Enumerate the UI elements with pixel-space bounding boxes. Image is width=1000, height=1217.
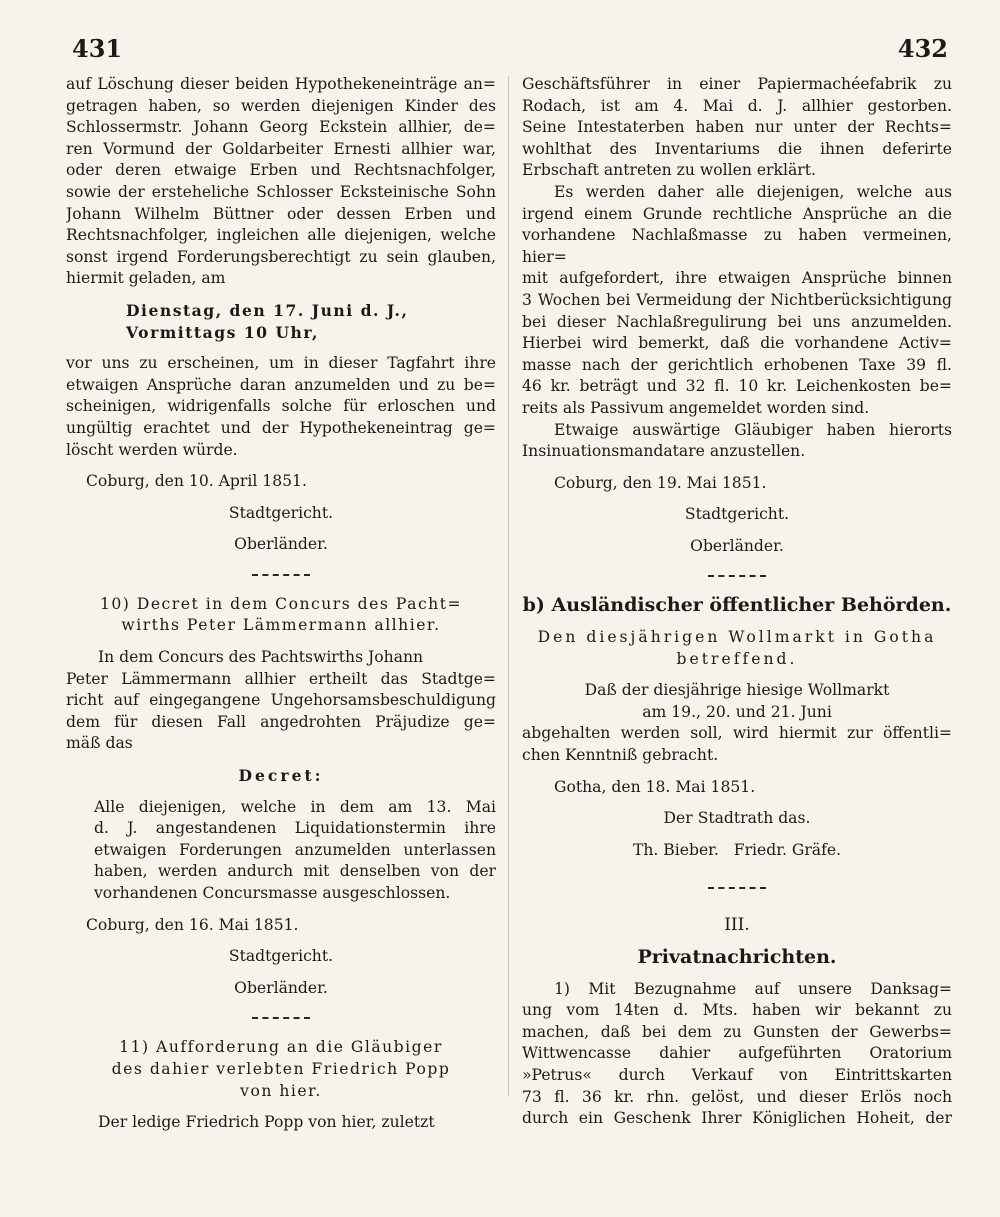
section-divider (252, 1017, 310, 1019)
text-line: haben, werden andurch mit denselben von der (94, 862, 496, 881)
text-line: masse nach der gerichtlich erhobenen Taxe 39 fl. (522, 355, 952, 374)
paragraph-decret (66, 797, 496, 905)
column-gutter (508, 76, 509, 1096)
text-line: 46 kr. beträgt und 32 fl. 10 kr. Leichenkosten be= (522, 377, 952, 396)
section-number: III. (724, 915, 750, 936)
text-line: getragen haben, so werden diejenigen Kinder des (66, 96, 496, 115)
paragraph-concurs (66, 647, 496, 755)
text-line: Rechtsnachfolger, ingleichen alle diejenigen, welche (66, 226, 496, 245)
text-line: auf Löschung dieser beiden Hypothekeneinträge an= (66, 75, 496, 93)
text-line: durch ein Geschenk Ihrer Königlichen Hoheit, der (522, 1109, 952, 1128)
signature: Oberländer. (234, 535, 328, 554)
subheading-wool-market: Den diesjährigen Wollmarkt in Gotha (537, 628, 937, 647)
text-line: wohlthat des Inventariums die ihnen deferirte (522, 139, 952, 158)
text-line: mit aufgefordert, ihre etwaigen Ansprüche binnen (522, 269, 952, 288)
text-line: irgend einem Grunde rechtliche Ansprüche an die (522, 204, 952, 223)
place-date: Gotha, den 18. Mai 1851. (554, 777, 756, 796)
text-line: Schlossermstr. Johann Georg Eckstein allhier, de= (66, 118, 496, 137)
text-line: Johann Wilhelm Büttner oder dessen Erben und (66, 204, 496, 223)
section-heading-10-cont: wirths Peter Lämmermann allhier. (121, 616, 441, 635)
text-line: chen Kenntniß gebracht. (522, 746, 719, 765)
text-line: Alle diejenigen, welche in dem am 13. Mai (94, 797, 496, 816)
section-divider (708, 575, 766, 577)
decret-label: Decret: (238, 766, 324, 786)
text-line: 3 Wochen bei Vermeidung der Nichtberücksichtigung (522, 290, 952, 309)
text-line: richt auf eingegangene Ungehorsamsbeschuldigung (66, 691, 496, 710)
text-line: dem für diesen Fall angedrohten Präjudize ge= (66, 712, 496, 731)
text-line: bei dieser Nachlaßregulirung bei uns anzumelden. (522, 312, 952, 331)
paragraph-foreign-creditors (522, 420, 952, 463)
section-heading-private-news: Privatnachrichten. (637, 947, 837, 968)
subheading-wool-market-cont: betreffend. (676, 649, 798, 668)
section-divider (708, 887, 766, 889)
section-heading-11: 11) Aufforderung an die Gläubiger (119, 1038, 443, 1057)
text-line: Es werden daher alle diejenigen, welche aus (554, 182, 952, 201)
paragraph-creditors (522, 182, 952, 420)
text-line: 73 fl. 36 kr. rhn. gelöst, und dieser Erlös noch (522, 1087, 952, 1106)
paragraph-estate (522, 74, 952, 182)
hearing-date: Dienstag, den 17. Juni d. J., (126, 300, 409, 320)
right-column (522, 74, 952, 1130)
text-line: 1) Mit Bezugnahme auf unsere Danksag= (554, 979, 952, 998)
signature: Oberländer. (690, 536, 784, 555)
text-line: Rodach, ist am 4. Mai d. J. allhier gestorben. (522, 96, 952, 115)
page-number-right: 432 (897, 34, 948, 63)
text-line: vorhandenen Concursmasse ausgeschlossen. (94, 884, 451, 902)
paragraph-mortgage-summons (66, 74, 496, 290)
section-heading-10: 10) Decret in dem Concurs des Pacht= (99, 594, 463, 613)
text-line: machen, daß bei dem zu Gunsten der Gewerbs= (522, 1022, 952, 1041)
text-line: Geschäftsführer in einer Papiermachéefabrik zu (522, 75, 952, 93)
left-column (66, 74, 496, 1134)
text-line: Der ledige Friedrich Popp von hier, zuletzt (98, 1113, 435, 1132)
wool-market-dates: am 19., 20. und 21. Juni (642, 702, 832, 721)
hearing-time: Vormittags 10 Uhr, (126, 322, 319, 342)
place-date: Coburg, den 16. Mai 1851. (86, 915, 299, 934)
section-heading-11-cont: des dahier verlebten Friedrich Popp (111, 1059, 451, 1078)
text-line: mäß das (66, 734, 133, 753)
text-line: scheinigen, widrigenfalls solche für erloschen und (66, 397, 496, 416)
text-line: Insinuationsmandatare anzustellen. (522, 442, 806, 461)
text-line: löscht werden würde. (66, 440, 238, 459)
text-line: sowie der ersteheliche Schlosser Ecksteinische Sohn (66, 182, 496, 201)
paragraph-oratorium (522, 979, 952, 1130)
text-line: etwaigen Forderungen anzumelden unterlassen (94, 840, 496, 859)
text-line: hiermit geladen, am (66, 269, 226, 288)
paragraph-appearance (66, 353, 496, 461)
text-line: Daß der diesjährige hiesige Wollmarkt (584, 681, 890, 700)
text-line: Hierbei wird bemerkt, daß die vorhandene Activ= (522, 334, 952, 353)
section-divider (252, 574, 310, 576)
text-line: ung vom 14ten d. Mts. haben wir bekannt zu (522, 1001, 952, 1020)
text-line: In dem Concurs des Pachtswirths Johann (98, 648, 424, 667)
issuing-authority: Stadtgericht. (228, 503, 334, 522)
text-line: Erbschaft antreten zu wollen erklärt. (522, 161, 816, 180)
text-line: »Petrus« durch Verkauf von Eintrittskarten (522, 1065, 952, 1084)
signatures: Th. Bieber. Friedr. Gräfe. (632, 840, 842, 859)
section-heading-foreign-authorities: b) Ausländischer öffentlicher Behörden. (522, 595, 952, 617)
place-date: Coburg, den 19. Mai 1851. (554, 473, 767, 492)
issuing-authority: Der Stadtrath das. (663, 809, 811, 828)
text-line: abgehalten werden soll, wird hiermit zur öffentli= (522, 724, 952, 743)
text-line: Seine Intestaterben haben nur unter der Rechts= (522, 118, 952, 137)
text-line: ren Vormund der Goldarbeiter Ernesti allhier war, (66, 139, 496, 158)
text-line: oder deren etwaige Erben und Rechtsnachfolger, (66, 161, 496, 180)
signature: Oberländer. (234, 978, 328, 997)
text-line: vor uns zu erscheinen, um in dieser Tagfahrt ihre (66, 354, 496, 373)
place-date: Coburg, den 10. April 1851. (86, 472, 307, 491)
text-line: Etwaige auswärtige Gläubiger haben hierorts (554, 420, 952, 439)
section-heading-11-cont: von hier. (240, 1081, 322, 1100)
text-line: sonst irgend Forderungsberechtigt zu sein glauben, (66, 247, 496, 266)
text-line: vorhandene Nachlaßmasse zu haben vermeinen, hier= (522, 226, 952, 266)
issuing-authority: Stadtgericht. (684, 505, 790, 524)
text-line: Wittwencasse dahier aufgeführten Oratorium (522, 1044, 952, 1063)
page-number-left: 431 (72, 34, 123, 63)
text-line: ungültig erachtet und der Hypothekeneintrag ge= (66, 418, 496, 437)
issuing-authority: Stadtgericht. (228, 947, 334, 966)
text-line: Peter Lämmermann allhier ertheilt das Stadtge= (66, 669, 496, 688)
text-line: d. J. angestandenen Liquidationstermin ihre (94, 819, 496, 838)
text-line: reits als Passivum angemeldet worden sind. (522, 398, 870, 417)
text-line: etwaigen Ansprüche daran anzumelden und zu be= (66, 375, 496, 394)
